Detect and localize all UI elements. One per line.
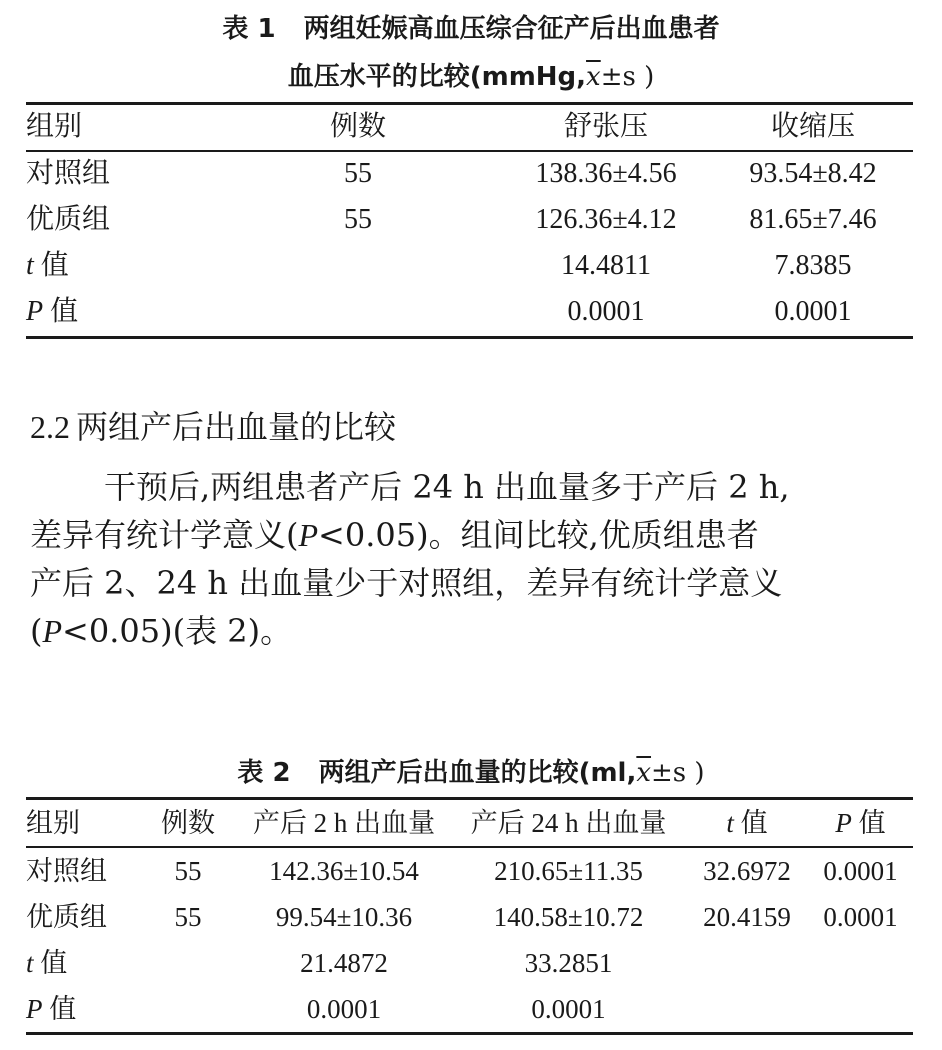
table2-row2-p: 0.0001 <box>823 902 898 932</box>
table2-caption-title: 两组产后出血量的比较(ml, <box>318 758 637 788</box>
table2-row2-group: 优质组 <box>26 902 107 932</box>
table-row <box>26 243 913 289</box>
table2-header-h24: 产后 24 h 出血量 <box>470 808 667 838</box>
para-line-3: 产后 2、24 h 出血量少于对照组，差异有统计学意义 <box>30 564 783 602</box>
table2-caption-xbar: $\overline{x}$ <box>636 758 652 788</box>
table1-row2-group: 优质组 <box>26 204 111 235</box>
table1-caption-xbar: $\overline{x}$ <box>586 62 601 92</box>
table-row <box>26 197 913 243</box>
table2-row1-p: 0.0001 <box>823 856 898 886</box>
table1-caption-unit-suffix: ±s ) <box>600 62 655 92</box>
table2-t-label <box>26 940 67 986</box>
table2-p-var: P <box>26 994 43 1024</box>
para-line-4 <box>30 607 915 655</box>
section-title: 两组产后出血量的比较 <box>76 408 397 446</box>
para-line-4-b: <0.05)(表 2)。 <box>62 612 293 650</box>
table1-caption-line2 <box>0 60 942 94</box>
table2-header-group: 组别 <box>26 808 80 838</box>
table1-row2-n: 55 <box>344 204 372 235</box>
table2-row2-h24: 140.58±10.72 <box>493 902 644 932</box>
table2-header-p <box>808 800 913 846</box>
table2-header-p-var: P <box>835 808 852 838</box>
table2-t-h24: 33.2851 <box>524 948 613 978</box>
table2-row1-group: 对照组 <box>26 856 107 886</box>
table2-row1-t: 32.6972 <box>703 856 791 886</box>
table1-row1-group: 对照组 <box>26 158 111 189</box>
para-line-2-b: <0.05)。组间比较,优质组患者 <box>318 516 759 554</box>
table1-header-systolic: 收缩压 <box>770 111 855 142</box>
para-line-2-var: P <box>298 517 319 553</box>
table2-row1-n: 55 <box>174 856 202 886</box>
table2-caption <box>0 756 942 790</box>
table-row <box>26 289 913 335</box>
table1-caption-title: 两组妊娠高血压综合征产后出血患者 <box>303 14 720 44</box>
table-row <box>26 986 913 1032</box>
para-line-2 <box>30 511 915 559</box>
table2-row1-h2: 142.36±10.54 <box>269 856 419 886</box>
table2-t-var: t <box>26 948 34 978</box>
table1-header-diastolic: 舒张压 <box>563 111 648 142</box>
table2-bottom-rule <box>26 1032 913 1035</box>
table1-p-suffix: 值 <box>43 296 79 327</box>
table2-p-h24: 0.0001 <box>531 994 606 1024</box>
table1-row1-diastolic: 138.36±4.56 <box>535 158 677 189</box>
table-row <box>26 151 913 197</box>
section-number: 2.2 <box>30 409 70 445</box>
table1-p-systolic: 0.0001 <box>774 296 852 327</box>
table2-header-t <box>692 800 802 846</box>
table1-caption-unit-prefix: 血压水平的比较(mmHg, <box>287 62 587 92</box>
table-row <box>26 940 913 986</box>
table2-caption-suffix: ±s ) <box>651 758 705 788</box>
table2-header-t-var: t <box>726 808 734 838</box>
table1-row1-n: 55 <box>344 158 372 189</box>
table2-header-n: 例数 <box>161 808 215 838</box>
table1-t-systolic: 7.8385 <box>774 250 852 281</box>
table1-caption-line1 <box>0 12 942 46</box>
table-row <box>26 894 913 940</box>
table1-t-diastolic: 14.4811 <box>561 250 651 281</box>
section-paragraph <box>30 463 915 655</box>
table2-header-p-suffix: 值 <box>851 808 886 838</box>
table1-caption-number: 表 1 <box>222 14 276 44</box>
table2-p-h2: 0.0001 <box>306 994 382 1024</box>
para-line-4-a: ( <box>30 612 43 650</box>
table1-p-diastolic: 0.0001 <box>567 296 645 327</box>
table2-caption-number: 表 2 <box>237 758 291 788</box>
para-line-4-var: P <box>42 613 63 649</box>
table1-t-label <box>26 243 69 289</box>
table2-row2-n: 55 <box>174 902 202 932</box>
table1-header-n: 例数 <box>329 111 386 142</box>
table2-t-suffix: 值 <box>33 948 68 978</box>
table1-bottom-rule <box>26 336 913 339</box>
table2-row2-h2: 99.54±10.36 <box>275 902 413 932</box>
table1-t-var: t <box>26 250 34 281</box>
table1-header-row <box>26 104 913 150</box>
table1-p-label <box>26 289 78 335</box>
table2-p-suffix: 值 <box>42 994 77 1024</box>
table1-t-suffix: 值 <box>33 250 69 281</box>
para-line-1: 干预后,两组患者产后 24 h 出血量多于产后 2 h, <box>104 468 790 506</box>
table1-header-group: 组别 <box>26 111 83 142</box>
table2-row2-t: 20.4159 <box>703 902 791 932</box>
table2-header-h2: 产后 2 h 出血量 <box>252 808 436 838</box>
section-heading <box>30 405 396 449</box>
table2-header-t-suffix: 值 <box>733 808 768 838</box>
table2-t-h2: 21.4872 <box>300 948 388 978</box>
table1-row2-systolic: 81.65±7.46 <box>749 204 877 235</box>
para-line-2-a: 差异有统计学意义( <box>30 516 299 554</box>
table1-row2-diastolic: 126.36±4.12 <box>535 204 677 235</box>
table1-row1-systolic: 93.54±8.42 <box>749 158 877 189</box>
table2-header-row <box>26 800 913 846</box>
table2-row1-h24: 210.65±11.35 <box>494 856 643 886</box>
table1-p-var: P <box>26 296 44 327</box>
table2-p-label <box>26 986 76 1032</box>
table-row <box>26 848 913 894</box>
